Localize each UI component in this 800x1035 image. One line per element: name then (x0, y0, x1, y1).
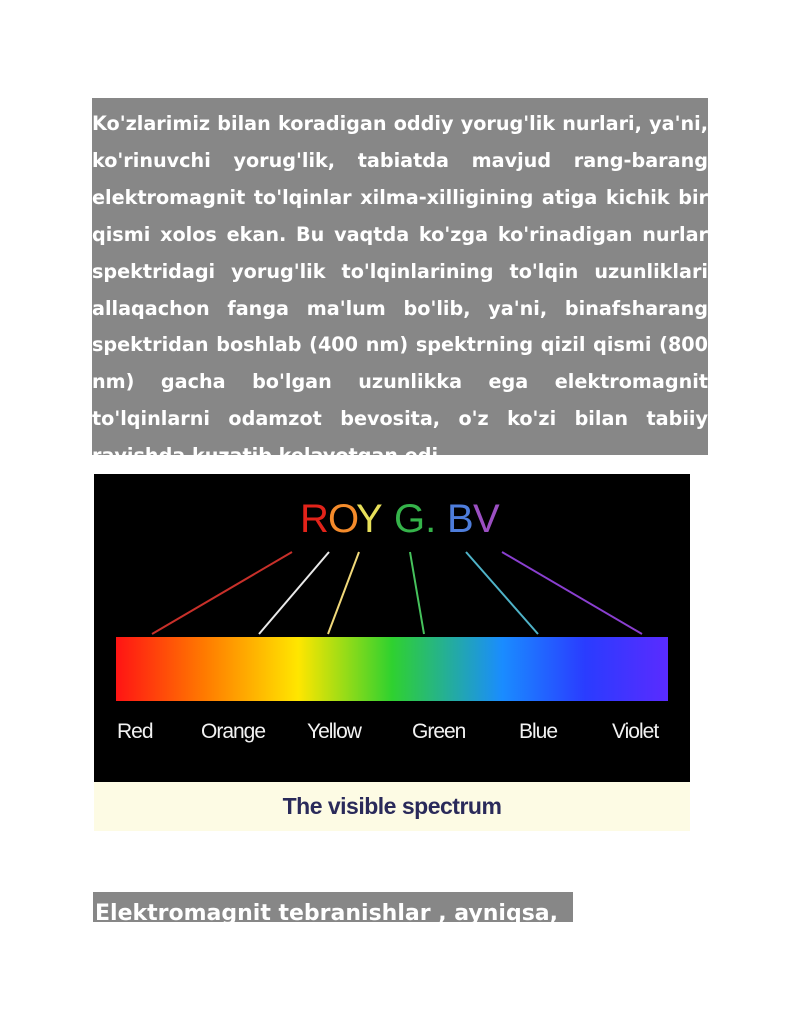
yellow-connector (328, 552, 359, 634)
paragraph-block (92, 98, 708, 468)
label-yellow: Yellow (307, 720, 361, 743)
acronym-letter-y: Y (356, 497, 383, 541)
label-blue: Blue (519, 720, 558, 743)
acronym-heading (300, 497, 500, 541)
label-red: Red (117, 720, 153, 743)
red-connector (152, 552, 292, 634)
spectrum-bar (116, 637, 668, 701)
green-connector (410, 552, 424, 634)
paragraph-text: Ko'zlarimiz bilan koradigan oddiy yorug'lik nurlari, ya'ni, ko'rinuvchi yorug'lik, tabiatda mavjud rang-barang elektromagnit to'lqinlar xilma-xilligining atiga kichik bir qismi xolos ekan. Bu vaqtda ko'zga ko'rinadigan nurlar spektridagi yorug'lik to'lqinlarining to'lqin uzunliklari allaqachon fanga ma'lum bo'lib, ya'ni, binafsharang spektridan boshlab (400 nm) spektrning qizil qismi (800 nm) gacha bo'lgan uzunlikka ega elektromagnit to'lqinlarni odamzot bevosita, o'z ko'zi bilan tabiiy ravishda kuzatib kelayotgan edi. (92, 112, 708, 468)
violet-connector (502, 552, 642, 634)
acronym-letter-o: O (328, 497, 360, 541)
visible-spectrum-figure (94, 474, 690, 831)
blue-connector (466, 552, 538, 634)
section-heading: Elektromagnit tebranishlar , ayniqsa, (95, 901, 559, 926)
acronym-letter-b: B (447, 497, 474, 541)
section-heading-block (93, 892, 573, 926)
figure-caption: The visible spectrum (282, 793, 502, 819)
color-labels (117, 720, 659, 743)
connector-lines (152, 552, 642, 634)
label-green: Green (412, 720, 466, 743)
acronym-letter-g: G. (394, 497, 437, 541)
label-violet: Violet (612, 720, 659, 743)
acronym-letter-v: V (473, 497, 500, 541)
label-orange: Orange (201, 720, 266, 743)
spectrum-graphic (94, 474, 690, 831)
acronym-letter-r: R (300, 497, 329, 541)
